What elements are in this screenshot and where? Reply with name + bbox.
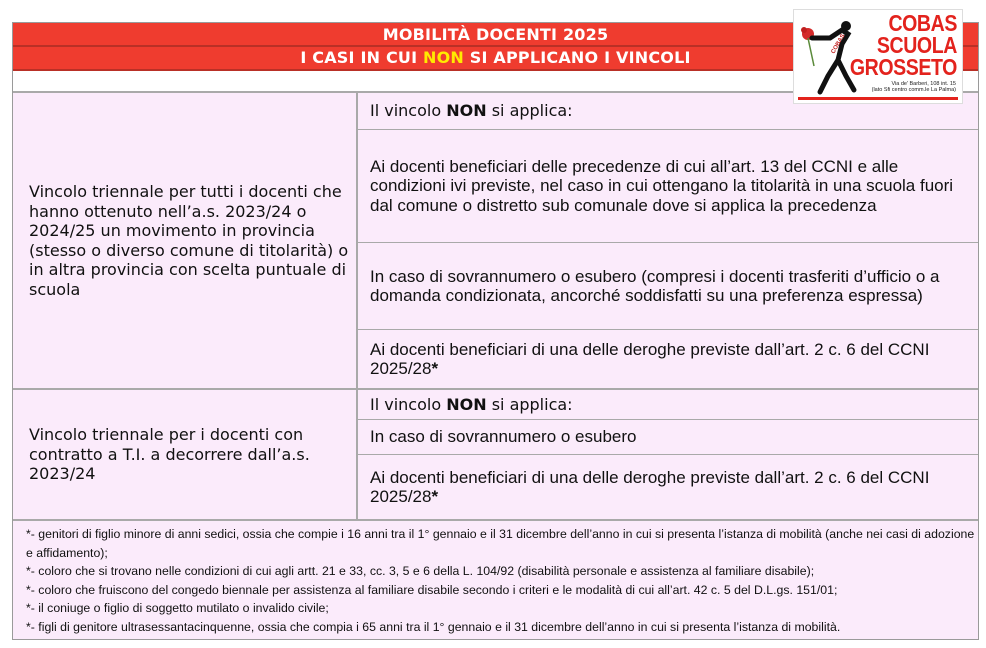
case-text: Ai docenti beneficiari di una delle deroghe previste dall’art. 2 c. 6 del CCNI 2025/28* xyxy=(370,339,930,378)
subtitle-post: SI APPLICANO I VINCOLI xyxy=(464,48,691,67)
footnotes xyxy=(13,519,978,639)
document-table xyxy=(12,22,979,640)
condition-text-2: Vincolo triennale per i docenti con contratto a T.I. a decorrere dall’a.s. 2023/24 xyxy=(29,425,310,484)
intro-text-2: Il vincolo NON si applica: xyxy=(370,394,573,414)
subtitle-pre: I CASI IN CUI xyxy=(300,48,424,67)
case-cell-2-1 xyxy=(358,420,978,455)
subtitle-highlight: NON xyxy=(423,48,464,67)
condition-cell-1 xyxy=(13,93,358,390)
footnote-item: *- coloro che si trovano nelle condizioni di cui agli artt. 21 e 33, cc. 3, 5 e 6 della L. 104/92 (disabilità personale e assistenza al familiare disabile); xyxy=(26,564,815,578)
case-text: Ai docenti beneficiari di una delle deroghe previste dall’art. 2 c. 6 del CCNI 2025/28* xyxy=(370,467,930,506)
condition-cell-2 xyxy=(13,390,358,519)
footnote-item: *- genitori di figlio minore di anni sedici, ossia che compie i 16 anni tra il 1° gennaio e il 31 dicembre dell’anno in cui si presenta l’istanza di mobilità (anche nei casi di adozione e affidamento); xyxy=(26,527,975,560)
footnote-item: *- il coniuge o figlio di soggetto mutilato o invalido civile; xyxy=(26,601,329,615)
case-text: Ai docenti beneficiari delle precedenze di cui all’art. 13 del CCNI e alle condizioni ivi previste, nel caso in cui ottengano la titolarità in una scuola fuori dal comune o distretto sub comunale dove si applica la precedenza xyxy=(370,156,954,215)
title-text: MOBILITÀ DOCENTI 2025 xyxy=(382,25,609,44)
case-cell-2-2 xyxy=(358,455,978,519)
logo-address: Via de' Barberi, 108 int. 15 (lato Sfi centro comm.le La Palma) xyxy=(871,81,956,93)
case-cell-1-1 xyxy=(358,130,978,243)
case-cell-1-2 xyxy=(358,243,978,330)
condition-text-1: Vincolo triennale per tutti i docenti che hanno ottenuto nell’a.s. 2023/24 o 2024/25 un movimento in provincia (stesso o diverso comune di titolarità) o in altra provincia con scelta puntuale di scuola xyxy=(29,182,349,299)
logo-wordmark: COBAS SCUOLA GROSSETO xyxy=(849,10,957,80)
case-text: In caso di sovrannumero o esubero xyxy=(370,427,637,447)
svg-text:COBAS: COBAS xyxy=(830,33,847,55)
cobas-logo xyxy=(793,9,963,104)
logo-underline xyxy=(798,97,958,100)
footnote-item: *- figli di genitore ultrasessantacinquenne, ossia che compia i 65 anni tra il 1° gennaio e il 31 dicembre dell’anno in cui si presenta l’istanza di mobilità. xyxy=(26,619,841,634)
case-text: In caso di sovrannumero o esubero (compresi i docenti trasferiti d’ufficio o a domanda condizionata, ancorché soddisfatti su una preferenza espressa) xyxy=(370,266,940,305)
case-cell-1-3 xyxy=(358,330,978,390)
footnote-item: *- coloro che fruiscono del congedo biennale per assistenza al familiare disabile secondo i criteri e le modalità di cui all’art. 42 c. 5 del D.L.gs. 151/01; xyxy=(26,582,838,597)
intro-text-1: Il vincolo NON si applica: xyxy=(370,101,573,121)
intro-cell-2 xyxy=(358,390,978,420)
